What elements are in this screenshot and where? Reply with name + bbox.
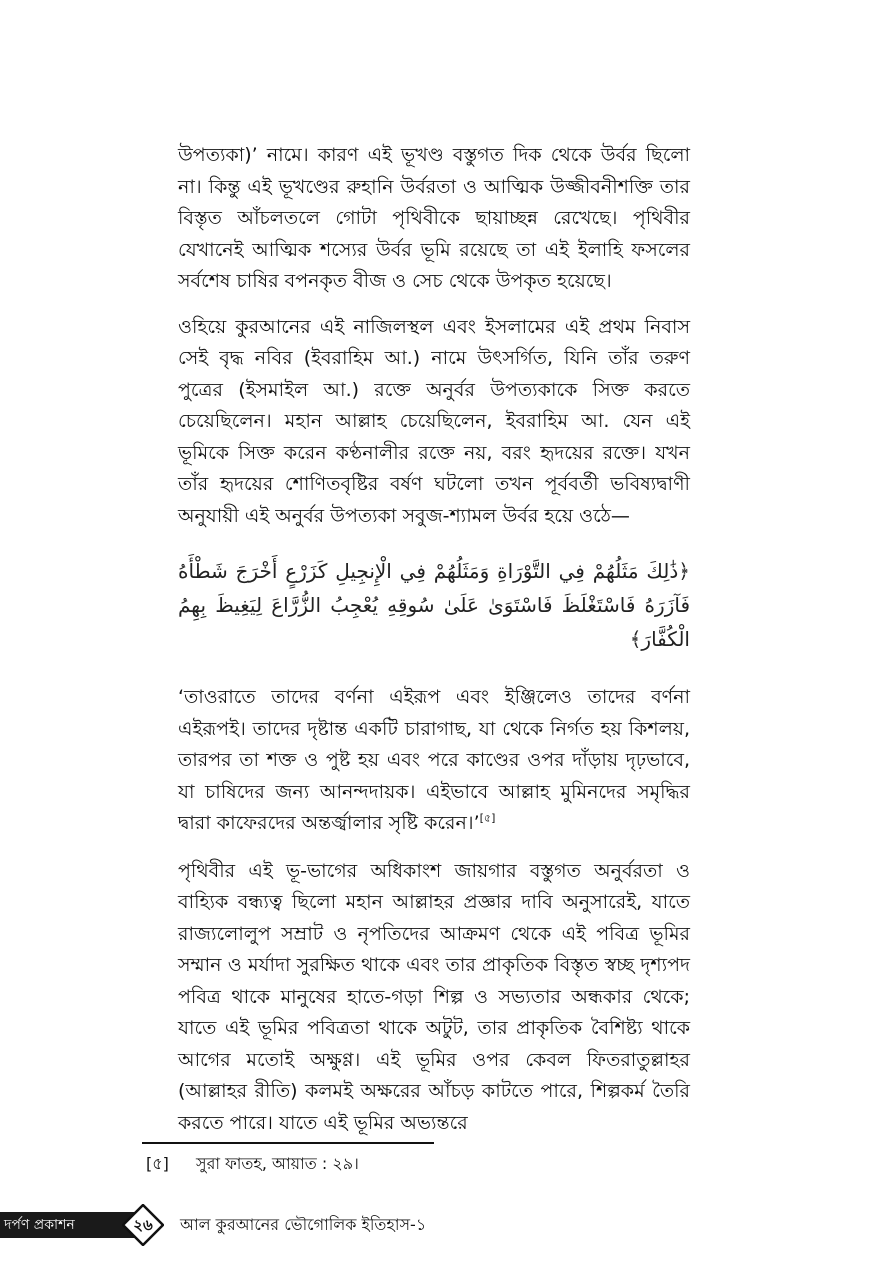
book-title: আল কুরআনের ভৌগোলিক ইতিহাস-১ [180, 1215, 427, 1234]
footnote-reference[interactable]: [৫] [479, 811, 496, 825]
verse-translation-text: ‘তাওরাতে তাদের বর্ণনা এইরূপ এবং ইঞ্জিলেও তাদের বর্ণনা এইরূপই। তাদের দৃষ্টান্ত একটি চারাগাছ, যা থেকে নির্গত হয় কিশলয়, তারপর তা শক্ত ও পুষ্ট হয় এবং পরে কাণ্ডের ওপর দাঁড়ায় দৃঢ়ভাবে, যা চাষিদের জন্য আনন্দদায়ক। এইভাবে আল্লাহ মুমিনদের সমৃদ্ধির দ্বারা কাফেরদের অন্তর্জ্বালার সৃষ্টি করেন।’ [178, 686, 690, 834]
page-number: ২৬ [133, 1216, 153, 1234]
body-paragraph-1: উপত্যকা)’ নামে। কারণ এই ভূখণ্ড বস্তুগত দিক থেকে উর্বর ছিলো না। কিন্তু এই ভূখণ্ডের রুহানি উর্বরতা ও আত্মিক উজ্জীবনীশক্তি তার বিস্তৃত আঁচলতলে গোটা পৃথিবীকে ছায়াচ্ছন্ন রেখেছে। পৃথিবীর যেখানেই আত্মিক শস্যের উর্বর ভূমি রয়েছে তা এই ইলাহি ফসলের সর্বশেষ চাষির বপনকৃত বীজ ও সেচ থেকে উপকৃত হয়েছে। [178, 144, 690, 292]
footnote-number: [৫] [146, 1154, 169, 1173]
footnote-text: সুরা ফাতহ, আয়াত : ২৯। [196, 1154, 359, 1173]
body-paragraph-2: ওহিয়ে কুরআনের এই নাজিলস্থল এবং ইসলামের এই প্রথম নিবাস সেই বৃদ্ধ নবির (ইবরাহিম আ.) নামে উৎসর্গিত, যিনি তাঁর তরুণ পুত্রের (ইসমাইল আ.) রক্তে অনুর্বর উপত্যকাকে সিক্ত করতে চেয়েছিলেন। মহান আল্লাহ চেয়েছিলেন, ইবরাহিম আ. যেন এই ভূমিকে সিক্ত করেন কণ্ঠনালীর রক্তে নয়, বরং হৃদয়ের রক্তে। যখন তাঁর হৃদয়ের শোণিতবৃষ্টির বর্ষণ ঘটলো তখন পূর্ববর্তী ভবিষ্যদ্বাণী অনুযায়ী এই অনুর্বর উপত্যকা সবুজ-শ্যামল উর্বর হয়ে ওঠে— [178, 315, 690, 527]
verse-translation [178, 682, 690, 840]
arabic-verse: ﴿ذَٰلِكَ مَثَلُهُمْ فِي التَّوْرَاةِ وَمَثَلُهُمْ فِي الْإِنجِيلِ كَزَرْعٍ أَخْرَجَ شَطْأَهُ فَآزَرَهُ فَاسْتَغْلَظَ فَاسْتَوَىٰ عَلَىٰ سُوقِهِ يُعْجِبُ الزُّرَّاعَ لِيَغِيظَ بِهِمُ الْكُفَّارَ﴾ [178, 559, 690, 651]
page-body [178, 140, 690, 1153]
publisher-name: দর্পণ প্রকাশন [0, 1212, 148, 1238]
body-paragraph-3: পৃথিবীর এই ভূ-ভাগের অধিকাংশ জায়গার বস্তুগত অনুর্বরতা ও বাহ্যিক বন্ধ্যত্ব ছিলো মহান আল্লাহর প্রজ্ঞার দাবি অনুসারেই, যাতে রাজ্যলোলুপ সম্রাট ও নৃপতিদের আক্রমণ থেকে এই পবিত্র ভূমির সম্মান ও মর্যাদা সুরক্ষিত থাকে এবং তার প্রাকৃতিক বিস্তৃত স্বচ্ছ দৃশ্যপদ পবিত্র থাকে মানুষের হাতে-গড়া শিল্প ও সভ্যতার অন্ধকার থেকে; যাতে এই ভূমির পবিত্রতা থাকে অটুট, তার প্রাকৃতিক বৈশিষ্ট্য থাকে আগের মতোই অক্ষুণ্ণ। এই ভূমির ওপর কেবল ফিতরাতুল্লাহর (আল্লাহর রীতি) কলমই অক্ষরের আঁচড় কাটতে পারে, শিল্পকর্ম তৈরি করতে পারে। যাতে এই ভূমির অভ্যন্তরে [178, 859, 690, 1134]
footnote-divider [142, 1142, 434, 1144]
footnote [146, 1153, 359, 1175]
page-footer [0, 1204, 870, 1248]
